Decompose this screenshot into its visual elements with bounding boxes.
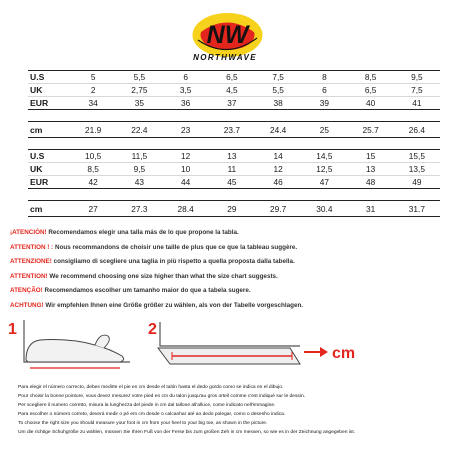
note-text: Recomendamos escolher um tamanho maior do que a tabela sugere.: [42, 287, 251, 294]
table-cell: 40: [348, 97, 394, 110]
instruction-de: Um die richtige Schuhgröße zu wählen, müssen Sie Ihren Fuß von der Ferse bis zum großen Zeh in cm messen, so wie es in der Zeichnung angegeben ist.: [18, 430, 356, 436]
table-cell: 12,5: [301, 163, 347, 176]
table-cell: 8: [301, 71, 347, 84]
table-cell: 24.4: [255, 122, 301, 138]
table-cell: 8,5: [348, 71, 394, 84]
note-prefix: ATTENZIONE!: [10, 258, 52, 265]
row-label: EUR: [28, 176, 70, 189]
table-cell: 2: [70, 84, 116, 97]
note-en: [10, 270, 450, 285]
row-label: UK: [28, 84, 70, 97]
table-cell: 22.4: [116, 122, 162, 138]
table-cell: 10,5: [70, 150, 116, 163]
brand-name: NORTHWAVE: [193, 53, 257, 62]
table-cell: 9,5: [394, 71, 440, 84]
cm-table-small: [28, 121, 440, 138]
table-cell: 11: [209, 163, 255, 176]
table-cell: 14,5: [301, 150, 347, 163]
table-row: [28, 97, 440, 110]
table-row: [28, 176, 440, 189]
note-text: Nous recommandons de choisir une taille de plus que ce que la tableau suggère.: [53, 243, 298, 251]
table-cell: 10: [163, 163, 209, 176]
logo-letters: NW: [206, 21, 249, 49]
table-cell: 14: [255, 150, 301, 163]
table-cell: 6,5: [348, 84, 394, 97]
table-row: [28, 201, 440, 217]
instruction-en: To choose the right size you should measure your foot in cm from your heel to your big toe, as shown in the picture.: [18, 421, 268, 427]
table-cell: 48: [348, 176, 394, 189]
table-cell: 42: [70, 176, 116, 189]
arrow-right-icon: [304, 347, 328, 357]
row-label: UK: [28, 163, 70, 176]
table-cell: 46: [255, 176, 301, 189]
row-label: U.S: [28, 150, 70, 163]
table-cell: 26.4: [394, 122, 440, 138]
table-cell: 8,5: [70, 163, 116, 176]
table-cell: 5,5: [255, 84, 301, 97]
table-cell: 37: [209, 97, 255, 110]
row-label: U.S: [28, 71, 70, 84]
table-cell: 5,5: [116, 71, 162, 84]
table-cell: 39: [301, 97, 347, 110]
table-cell: 31.7: [394, 201, 440, 217]
table-row: [28, 84, 440, 97]
note-prefix: ATENÇÃO!: [10, 287, 43, 294]
note-de: [10, 299, 450, 314]
note-fr: [10, 241, 450, 256]
note-text: We recommend choosing one size higher than what the size chart suggests.: [47, 272, 278, 280]
measurement-instructions: [18, 383, 448, 438]
table-cell: 36: [163, 97, 209, 110]
table-row: [28, 122, 440, 138]
table-cell: 49: [394, 176, 440, 189]
table-cell: 7,5: [255, 71, 301, 84]
note-it: [10, 255, 450, 270]
measurement-illustration: [0, 312, 452, 382]
table-cell: 15,5: [394, 150, 440, 163]
table-row: [28, 150, 440, 163]
cm-table-large: [28, 200, 440, 217]
note-pt: [10, 284, 450, 299]
table-cell: 6,5: [209, 71, 255, 84]
table-cell: 27: [70, 201, 116, 217]
step-1-number: 1: [8, 321, 17, 338]
table-cell: 34: [70, 97, 116, 110]
note-prefix: ACHTUNG!: [10, 301, 44, 309]
row-label: EUR: [28, 97, 70, 110]
instruction-pt: Para escolher o número correto, deverá medir o pé em cm desde o calcanhar até ao dedo polegar, como o desenho indica.: [18, 412, 286, 418]
row-label: cm: [28, 122, 70, 138]
table-cell: 3,5: [163, 84, 209, 97]
note-es: [10, 226, 450, 241]
table-cell: 25.7: [348, 122, 394, 138]
table-cell: 31: [348, 201, 394, 217]
note-text: Wir empfehlen Ihnen eine Größe größer zu wählen, als von der Tabelle vorgeschlagen.: [43, 301, 304, 309]
instruction-fr: Pour choisir la bonne pointure, vous devez mesurez votre pied en cm du talon jusqu'au gros orteil comme c'est indiqué sur le dessin.: [18, 394, 306, 400]
note-prefix: ¡ATENCIÓN!: [10, 229, 47, 236]
table-cell: 28.4: [163, 201, 209, 217]
instruction-it: Per scegliere il numero corretto, misura la lunghezza del piede in cm dal tallone all'alluce, come indicato nell'immagine.: [18, 403, 276, 409]
instruction-es: Para elegir el número correcto, debes medirte el pie en cm desde el talón hasta el dedo gordo como se indica en el dibujo.: [18, 385, 284, 390]
table-cell: 45: [209, 176, 255, 189]
unit-label: cm: [332, 345, 356, 362]
recommendation-notes: [10, 226, 450, 313]
table-cell: 15: [348, 150, 394, 163]
table-cell: 11,5: [116, 150, 162, 163]
table-row: [28, 71, 440, 84]
table-cell: 43: [116, 176, 162, 189]
size-table-large: [28, 149, 440, 189]
table-cell: 23: [163, 122, 209, 138]
table-cell: 25: [301, 122, 347, 138]
table-cell: 29: [209, 201, 255, 217]
table-cell: 9,5: [116, 163, 162, 176]
table-cell: 35: [116, 97, 162, 110]
table-cell: 13,5: [394, 163, 440, 176]
foot-icon: [24, 320, 130, 368]
note-text: Recomendamos elegir una talla más de lo que propone la tabla.: [46, 229, 239, 236]
table-cell: 13: [209, 150, 255, 163]
table-cell: 23.7: [209, 122, 255, 138]
table-cell: 12: [255, 163, 301, 176]
measuring-paper-icon: [158, 322, 300, 364]
note-prefix: ATTENTION!: [10, 272, 48, 280]
table-cell: 13: [348, 163, 394, 176]
table-row: [28, 163, 440, 176]
note-prefix: ATTENTION ! :: [10, 243, 54, 251]
table-cell: 6: [163, 71, 209, 84]
table-cell: 29.7: [255, 201, 301, 217]
table-cell: 47: [301, 176, 347, 189]
table-cell: 27.3: [116, 201, 162, 217]
table-cell: 30.4: [301, 201, 347, 217]
table-cell: 21.9: [70, 122, 116, 138]
table-cell: 41: [394, 97, 440, 110]
step-2-number: 2: [148, 321, 157, 338]
size-table-small: [28, 70, 440, 110]
table-cell: 12: [163, 150, 209, 163]
table-cell: 44: [163, 176, 209, 189]
row-label: cm: [28, 201, 70, 217]
table-cell: 5: [70, 71, 116, 84]
table-cell: 7,5: [394, 84, 440, 97]
note-text: consigliamo di scegliere una taglia in più rispetto a quella proposta dalla tabella.: [51, 258, 295, 265]
table-cell: 6: [301, 84, 347, 97]
table-cell: 4,5: [209, 84, 255, 97]
table-cell: 2,75: [116, 84, 162, 97]
table-cell: 38: [255, 97, 301, 110]
